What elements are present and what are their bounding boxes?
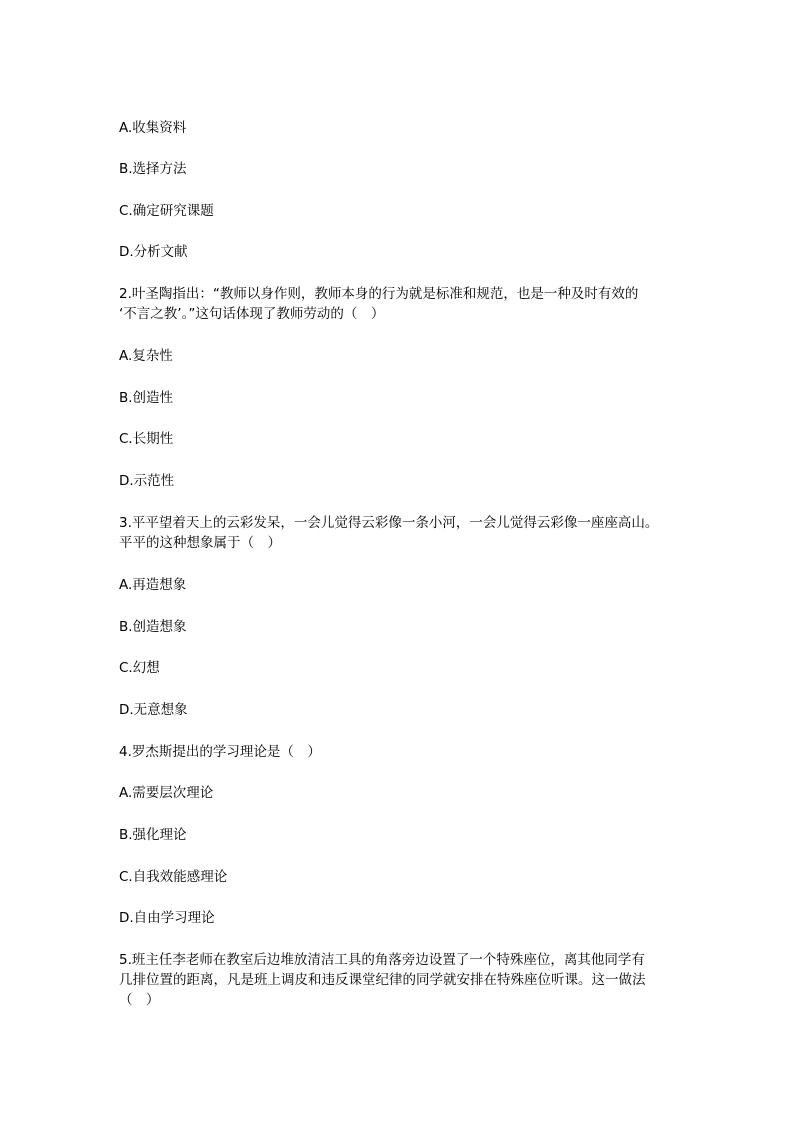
q4-option-b: B.强化理论 xyxy=(119,827,187,843)
q2-stem-line-1: 2.叶圣陶指出：“教师以身作则，教师本身的行为就是标准和规范，也是一种及时有效的 xyxy=(119,286,639,302)
q3-stem-line-2: 平平的这种想象属于（ ） xyxy=(119,535,281,551)
q5-stem-line-3: （ ） xyxy=(119,992,160,1008)
q2-option-b: B.创造性 xyxy=(119,390,174,406)
q5-stem-line-2: 几排位置的距离，凡是班上调皮和违反课堂纪律的同学就安排在特殊座位听课。这一做法 xyxy=(119,972,646,988)
q4-option-c: C.自我效能感理论 xyxy=(119,869,228,885)
q3-option-c: C.幻想 xyxy=(119,660,160,676)
q3-option-d: D.无意想象 xyxy=(119,702,188,718)
q1-option-d: D.分析文献 xyxy=(119,244,188,260)
q2-stem-line-2: ‘不言之教’。”这句话体现了教师劳动的（ ） xyxy=(119,306,385,322)
q5-stem-line-1: 5.班主任李老师在教室后边堆放清洁工具的角落旁边设置了一个特殊座位，离其他同学有 xyxy=(119,952,645,968)
q1-option-c: C.确定研究课题 xyxy=(119,203,214,219)
q1-option-a: A.收集资料 xyxy=(119,120,187,136)
q4-stem: 4.罗杰斯提出的学习理论是（ ） xyxy=(119,744,321,760)
q4-option-a: A.需要层次理论 xyxy=(119,785,214,801)
q2-option-d: D.示范性 xyxy=(119,473,175,489)
q2-option-c: C.长期性 xyxy=(119,431,174,447)
q1-option-b: B.选择方法 xyxy=(119,161,187,177)
q3-option-a: A.再造想象 xyxy=(119,577,187,593)
q3-option-b: B.创造想象 xyxy=(119,619,187,635)
q4-option-d: D.自由学习理论 xyxy=(119,910,215,926)
q2-option-a: A.复杂性 xyxy=(119,348,173,364)
q3-stem-line-1: 3.平平望着天上的云彩发呆，一会儿觉得云彩像一条小河，一会儿觉得云彩像一座座高山。 xyxy=(119,515,659,531)
